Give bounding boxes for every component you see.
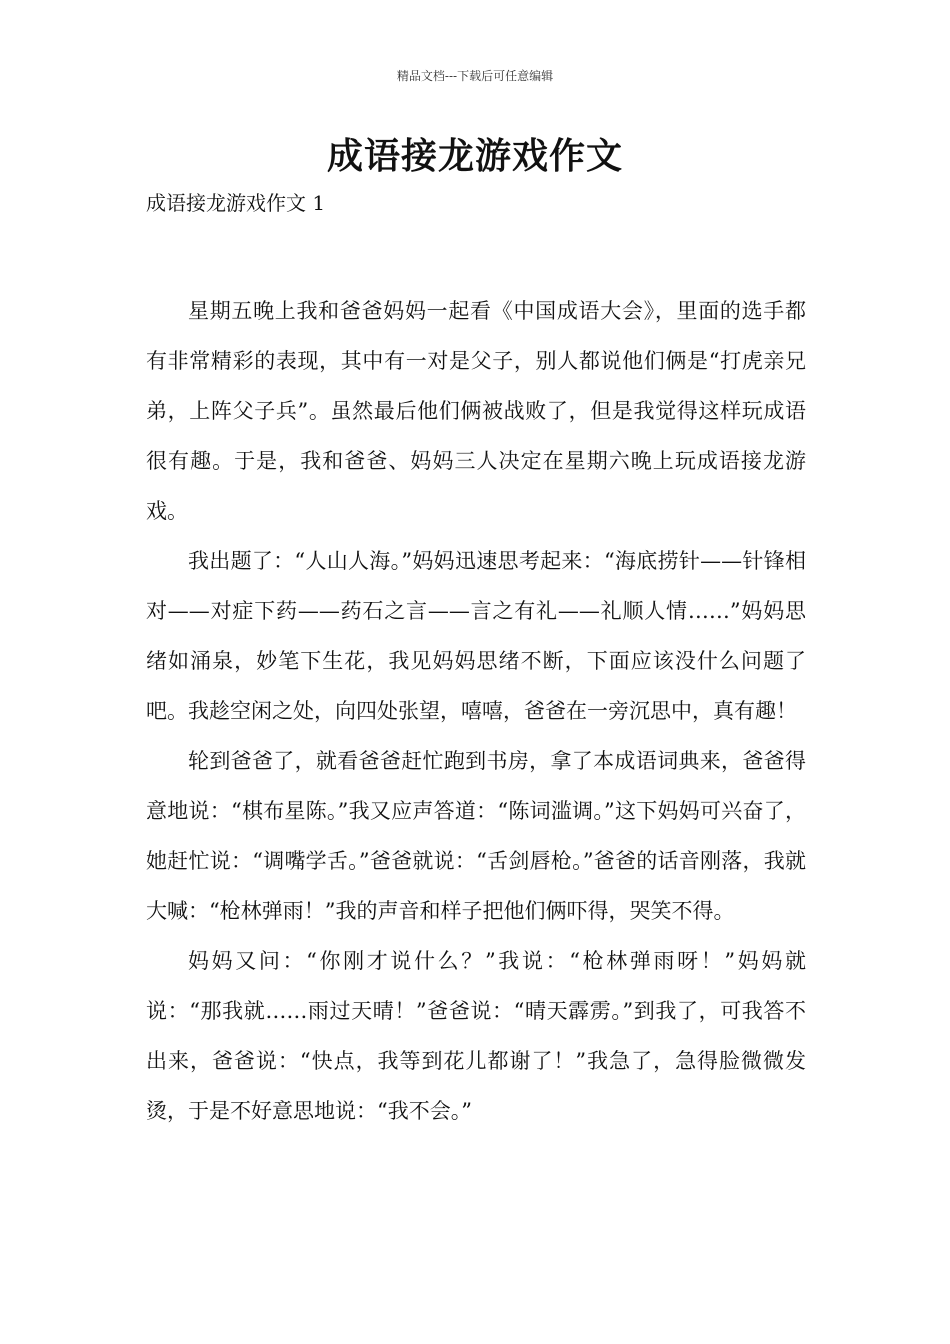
document-title: 成语接龙游戏作文 <box>326 135 623 177</box>
paragraph-2: 我出题了：“人山人海。”妈妈迅速思考起来：“海底捞针——针锋相对——对症下药——药石之言——言之有礼——礼顺人情……”妈妈思绪如涌泉，妙笔下生花，我见妈妈思绪不断，下面应该没什么问题了吧。我趁空闲之处，向四处张望，嘻嘻，爸爸在一旁沉思中，真有趣！ <box>146 549 806 723</box>
paragraph-3: 轮到爸爸了，就看爸爸赶忙跑到书房，拿了本成语词典来，爸爸得意地说：“棋布星陈。”我又应声答道：“陈词滥调。”这下妈妈可兴奋了，她赶忙说：“调嘴学舌。”爸爸就说：“舌剑唇枪。”爸爸的话音刚落，我就大喊：“枪林弹雨！”我的声音和样子把他们俩吓得，哭笑不得。 <box>146 749 806 923</box>
paragraph-4: 妈妈又问：“你刚才说什么？”我说：“枪林弹雨呀！”妈妈就说：“那我就……雨过天晴！”爸爸说：“晴天霹雳。”到我了，可我答不出来，爸爸说：“快点，我等到花儿都谢了！”我急了，急得脸微微发烫，于是不好意思地说：“我不会。” <box>146 949 806 1123</box>
paragraph-1: 星期五晚上我和爸爸妈妈一起看《中国成语大会》，里面的选手都有非常精彩的表现，其中有一对是父子，别人都说他们俩是“打虎亲兄弟，上阵父子兵”。虽然最后他们俩被战败了，但是我觉得这样玩成语很有趣。于是，我和爸爸、妈妈三人决定在星期六晚上玩成语接龙游戏。 <box>146 299 806 523</box>
article-body <box>146 286 806 1136</box>
document-subtitle: 成语接龙游戏作文 1 <box>146 191 326 215</box>
header-note: 精品文档---下载后可任意编辑 <box>396 69 554 83</box>
